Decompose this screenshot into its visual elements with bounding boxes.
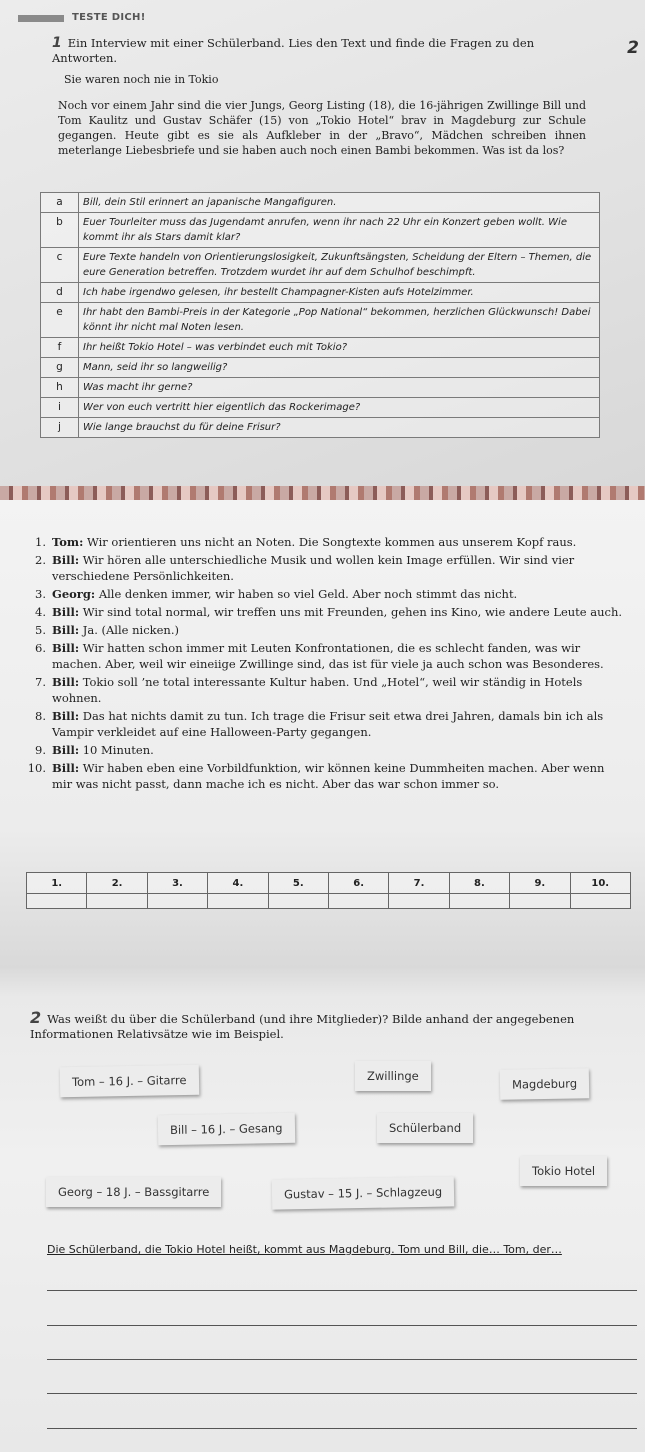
info-card-bill: Bill – 16 J. – Gesang xyxy=(158,1113,295,1145)
answer-item xyxy=(24,640,624,672)
grid-header-cell: 6. xyxy=(328,873,388,894)
question-text: Was macht ihr gerne? xyxy=(79,378,600,398)
answer-number: 8. xyxy=(35,709,46,723)
question-text: Mann, seid ihr so langweilig? xyxy=(79,358,600,378)
task2-instruction-text: Was weißt du über die Schülerband (und ihre Mitglieder)? Bilde anhand der angegebenen Informationen Relativsätze wie im Beispiel. xyxy=(30,1012,575,1041)
question-letter: b xyxy=(41,213,79,248)
question-letter: j xyxy=(41,418,79,438)
answer-number: 9. xyxy=(35,743,46,757)
question-letter: i xyxy=(41,398,79,418)
answer-item xyxy=(24,742,624,758)
grid-answer-cell[interactable] xyxy=(27,894,87,909)
info-card-georg: Georg – 18 J. – Bassgitarre xyxy=(46,1177,221,1207)
writing-line[interactable] xyxy=(47,1428,637,1429)
answer-text: Wir hatten schon immer mit Leuten Konfrontationen, die es schlecht fanden, was wir machen. Aber, weil wir eineiige Zwillinge sind, das ist für viele ja auch schon was Besonderes. xyxy=(52,641,604,671)
answer-text: Wir haben eben eine Vorbildfunktion, wir können keine Dummheiten machen. Aber wenn mir was nicht passt, dann mache ich es nicht. Aber das war schon immer so. xyxy=(52,761,605,791)
grid-header-cell: 3. xyxy=(147,873,207,894)
answer-text: Wir hören alle unterschiedliche Musik und wollen kein Image erfüllen. Wir sind vier verschiedene Persönlichkeiten. xyxy=(52,553,575,583)
grid-answer-row xyxy=(27,894,631,909)
grid-header-cell: 5. xyxy=(268,873,328,894)
article-title: Sie waren noch nie in Tokio xyxy=(64,73,219,86)
answer-number: 5. xyxy=(35,623,46,637)
grid-header-cell: 7. xyxy=(389,873,449,894)
section-header xyxy=(0,12,645,26)
grid-answer-cell[interactable] xyxy=(510,894,570,909)
info-card-tom: Tom – 16 J. – Gitarre xyxy=(60,1065,199,1097)
decorative-strip xyxy=(0,486,645,500)
answer-speaker: Bill: xyxy=(52,761,80,775)
question-letter: c xyxy=(41,248,79,283)
answer-list xyxy=(24,534,624,794)
info-card-schuelerband: Schülerband xyxy=(377,1113,473,1143)
grid-header-cell: 10. xyxy=(570,873,630,894)
article-body: Noch vor einem Jahr sind die vier Jungs, Georg Listing (18), die 16-jährigen Zwillinge Bill und Tom Kaulitz und Gustav Schäfer (15) von „Tokio Hotel“ brav in Magdeburg zur Schule gegangen. Heute gibt es sie als Aufkleber in der „Bravo“, Mädchen schreiben ihnen meterlange Liebesbriefe und sie haben auch noch einen Bambi bekommen. Was ist da los? xyxy=(58,99,586,157)
grid-header-cell: 1. xyxy=(27,873,87,894)
answer-speaker: Georg: xyxy=(52,587,96,601)
answer-speaker: Bill: xyxy=(52,743,80,757)
answer-text: Tokio soll ’ne total interessante Kultur haben. Und „Hotel“, weil wir ständig in Hotels wohnen. xyxy=(52,675,583,705)
question-row xyxy=(41,418,600,438)
answer-speaker: Bill: xyxy=(52,553,80,567)
answer-text: Ja. (Alle nicken.) xyxy=(82,623,179,637)
answer-item xyxy=(24,534,624,550)
photo-section-questions xyxy=(0,0,645,488)
grid-answer-cell[interactable] xyxy=(570,894,630,909)
question-text: Bill, dein Stil erinnert an japanische Mangafiguren. xyxy=(79,193,600,213)
question-text: Wie lange brauchst du für deine Frisur? xyxy=(79,418,600,438)
grid-header-cell: 4. xyxy=(208,873,268,894)
grid-answer-cell[interactable] xyxy=(147,894,207,909)
task2-instruction xyxy=(30,1010,610,1042)
answer-item xyxy=(24,760,624,792)
writing-line[interactable] xyxy=(47,1325,637,1326)
question-letter: h xyxy=(41,378,79,398)
answer-number: 1. xyxy=(35,535,46,549)
task1-instruction-text: Ein Interview mit einer Schülerband. Lies den Text und finde die Fragen zu den Antworten. xyxy=(52,36,535,65)
question-text: Ihr habt den Bambi-Preis in der Kategorie „Pop National“ bekommen, herzlichen Glückwunsch! Dabei könnt ihr nicht mal Noten lesen. xyxy=(79,303,600,338)
answer-speaker: Bill: xyxy=(52,709,80,723)
question-text: Ich habe irgendwo gelesen, ihr bestellt Champagner-Kisten aufs Hotelzimmer. xyxy=(79,283,600,303)
example-sentence: Die Schülerband, die Tokio Hotel heißt, kommt aus Magdeburg. Tom und Bill, die… Tom, der… xyxy=(47,1243,562,1256)
answer-item xyxy=(24,552,624,584)
grid-answer-cell[interactable] xyxy=(87,894,147,909)
question-text: Ihr heißt Tokio Hotel – was verbindet euch mit Tokio? xyxy=(79,338,600,358)
task1-instruction xyxy=(52,36,592,66)
answer-text: Wir sind total normal, wir treffen uns mit Freunden, gehen ins Kino, wie andere Leute auch. xyxy=(82,605,623,619)
grid-header-cell: 8. xyxy=(449,873,509,894)
question-row xyxy=(41,283,600,303)
answer-text: 10 Minuten. xyxy=(82,743,154,757)
section-bar xyxy=(18,15,64,22)
answer-text: Das hat nichts damit zu tun. Ich trage die Frisur seit etwa drei Jahren, damals bin ich als Vampir verkleidet auf eine Halloween-Party gegangen. xyxy=(52,709,604,739)
question-text: Wer von euch vertritt hier eigentlich das Rockerimage? xyxy=(79,398,600,418)
grid-answer-cell[interactable] xyxy=(208,894,268,909)
question-row xyxy=(41,378,600,398)
grid-header-cell: 9. xyxy=(510,873,570,894)
writing-line[interactable] xyxy=(47,1290,637,1291)
matching-grid xyxy=(26,872,631,909)
answer-speaker: Bill: xyxy=(52,675,80,689)
question-row xyxy=(41,303,600,338)
question-row xyxy=(41,338,600,358)
question-letter: d xyxy=(41,283,79,303)
answer-speaker: Tom: xyxy=(52,535,84,549)
question-letter: e xyxy=(41,303,79,338)
writing-line[interactable] xyxy=(47,1393,637,1394)
answer-speaker: Bill: xyxy=(52,623,80,637)
answer-number: 7. xyxy=(35,675,46,689)
question-row xyxy=(41,213,600,248)
grid-answer-cell[interactable] xyxy=(449,894,509,909)
task1-number: 1 xyxy=(52,35,62,51)
question-letter: g xyxy=(41,358,79,378)
page-number: 2 xyxy=(627,38,639,58)
question-table xyxy=(40,192,600,438)
answer-number: 4. xyxy=(35,605,46,619)
answer-item xyxy=(24,604,624,620)
answer-item xyxy=(24,586,624,602)
question-letter: f xyxy=(41,338,79,358)
question-row xyxy=(41,358,600,378)
question-text: Euer Tourleiter muss das Jugendamt anrufen, wenn ihr nach 22 Uhr ein Konzert geben wollt. Wie kommt ihr als Stars damit klar? xyxy=(79,213,600,248)
info-card-tokio-hotel: Tokio Hotel xyxy=(520,1156,607,1186)
answer-number: 10. xyxy=(27,761,46,775)
info-card-gustav: Gustav – 15 J. – Schlagzeug xyxy=(272,1176,455,1209)
grid-header-row xyxy=(27,873,631,894)
question-row xyxy=(41,398,600,418)
section-title: TESTE DICH! xyxy=(72,12,146,23)
grid-answer-cell[interactable] xyxy=(328,894,388,909)
task2-number: 2 xyxy=(30,1008,42,1027)
answer-speaker: Bill: xyxy=(52,605,80,619)
grid-answer-cell[interactable] xyxy=(389,894,449,909)
answer-speaker: Bill: xyxy=(52,641,80,655)
question-text: Eure Texte handeln von Orientierungslosigkeit, Zukunftsängsten, Scheidung der Eltern – Themen, die eure Generation betreffen. Trotzdem wurdet ihr auf dem Schulhof beschimpft. xyxy=(79,248,600,283)
question-letter: a xyxy=(41,193,79,213)
question-row xyxy=(41,193,600,213)
answer-number: 6. xyxy=(35,641,46,655)
answer-number: 3. xyxy=(35,587,46,601)
grid-answer-cell[interactable] xyxy=(268,894,328,909)
answer-number: 2. xyxy=(35,553,46,567)
grid-header-cell: 2. xyxy=(87,873,147,894)
answer-item xyxy=(24,622,624,638)
info-card-magdeburg: Magdeburg xyxy=(500,1068,590,1100)
question-row xyxy=(41,248,600,283)
writing-line[interactable] xyxy=(47,1359,637,1360)
answer-item xyxy=(24,708,624,740)
info-card-zwillinge: Zwillinge xyxy=(355,1061,431,1091)
answer-text: Alle denken immer, wir haben so viel Geld. Aber noch stimmt das nicht. xyxy=(98,587,518,601)
answer-item xyxy=(24,674,624,706)
answer-text: Wir orientieren uns nicht an Noten. Die Songtexte kommen aus unserem Kopf raus. xyxy=(86,535,577,549)
